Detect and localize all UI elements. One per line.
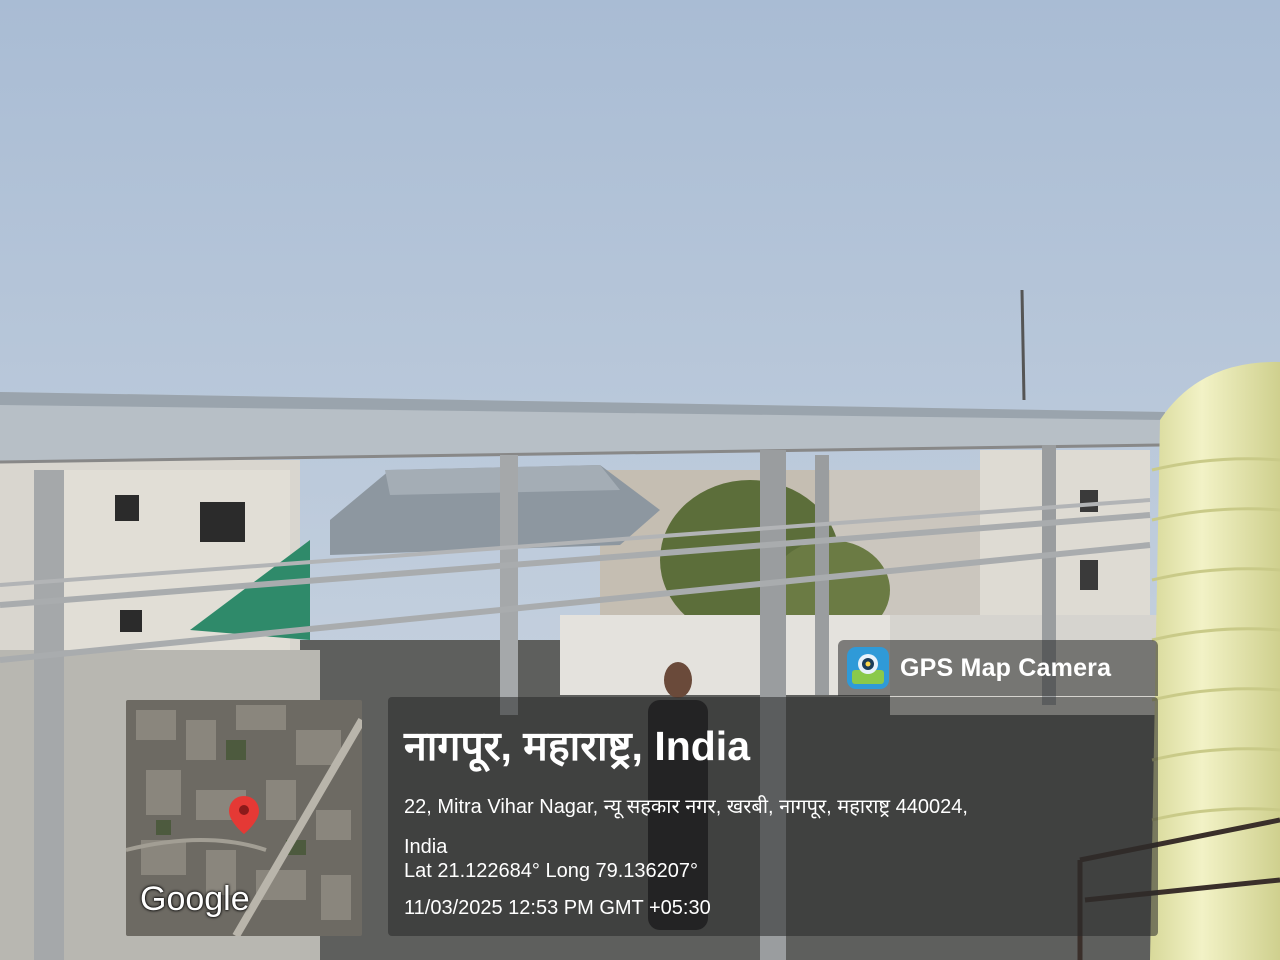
timestamp: 11/03/2025 12:53 PM GMT +05:30 <box>404 897 711 919</box>
map-thumbnail <box>126 700 362 936</box>
address <box>404 787 1134 867</box>
place-title: नागपूर, महाराष्ट्र, India <box>404 723 750 769</box>
app-name: GPS Map Camera <box>900 653 1112 682</box>
google-logo-text: Google <box>140 880 250 918</box>
coordinates: Lat 21.122684° Long 79.136207° <box>404 860 699 882</box>
gps-camera-app-icon <box>846 646 890 690</box>
location-info-panel <box>388 697 1158 936</box>
app-badge <box>838 640 1158 696</box>
address-line-2: India <box>404 836 448 858</box>
address-line-1: 22, Mitra Vihar Nagar, न्यू सहकार नगर, खरबी, नागपूर, महाराष्ट्र 440024, <box>404 796 968 818</box>
